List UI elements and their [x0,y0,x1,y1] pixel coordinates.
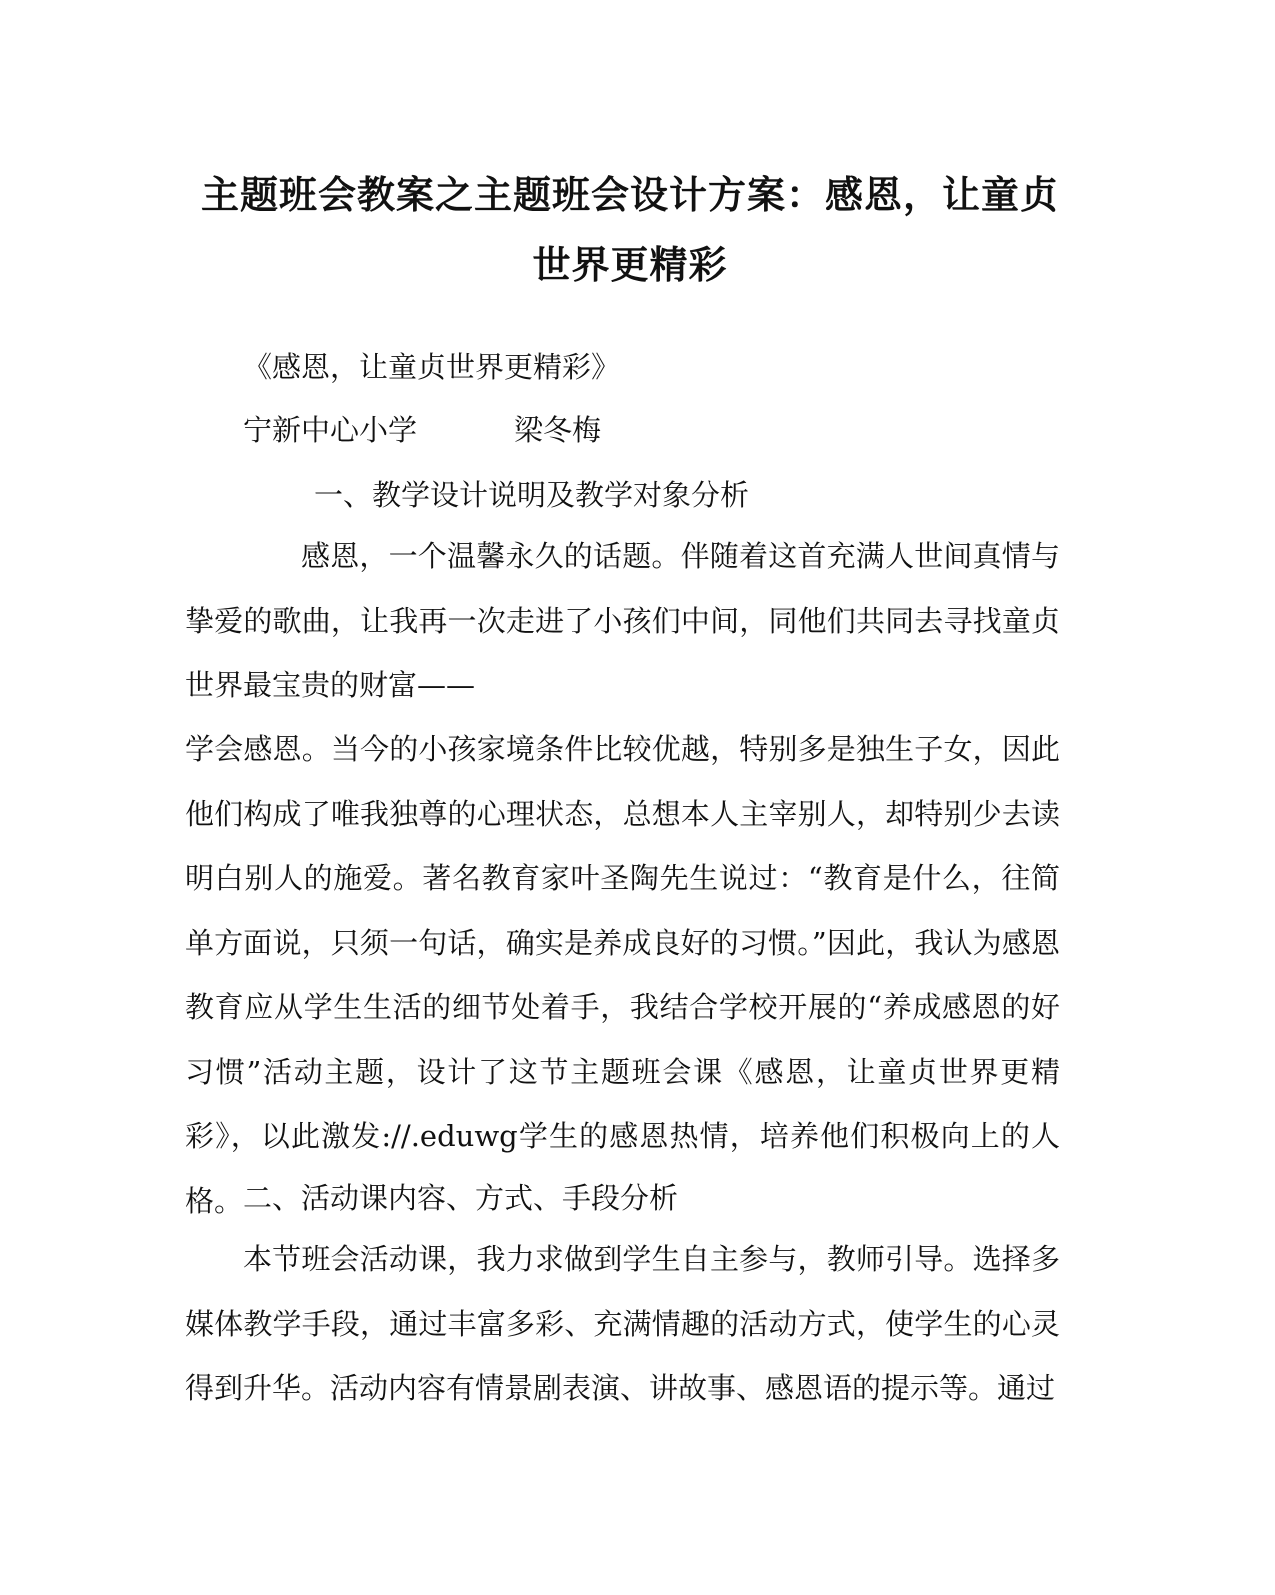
document-subtitle: 《感恩，让童贞世界更精彩》 [243,350,621,384]
section2-paragraph: 本节班会活动课，我力求做到学生自主参与，教师引导。选择多媒体教学手段，通过丰富多彩、充满情趣的活动方式，使学生的心灵得到升华。活动内容有情景剧表演、讲故事、感恩语的提示等。通过 [185,1242,1060,1405]
author-name: 梁冬梅 [514,413,602,447]
section2-heading: 二、活动课内容、方式、手段分析 [243,1181,679,1215]
document-title: 主题班会教案之主题班会设计方案：感恩，让童贞世界更精彩 [200,172,1059,287]
section1-paragraph-b: 学会感恩。当今的小孩家境条件比较优越，特别多是独生子女，因此他们构成了唯我独尊的心理状态，总想本人主宰别人，却特别少去读明白别人的施爱。著名教育家叶圣陶先生说过：“教育是什么，往简单方面说，只须一句话，确实是养成良好的习惯。”因此，我认为感恩教育应从学生生活的细节处着手，我结合学校开展的“养成感恩的好习惯”活动主题，设计了这节主题班会课《感恩，让童贞世界更精彩》，以此激发://.eduwg学生的感恩热情，培养他们积极向上的人格。 [185,732,1060,1218]
section1-paragraph-a: 感恩，一个温馨永久的话题。伴随着这首充满人世间真情与挚爱的歌曲，让我再一次走进了小孩们中间，同他们共同去寻找童贞世界最宝贵的财富—— [185,539,1060,702]
school-name: 宁新中心小学 [243,413,418,447]
section1-heading: 一、教学设计说明及教学对象分析 [314,478,750,512]
